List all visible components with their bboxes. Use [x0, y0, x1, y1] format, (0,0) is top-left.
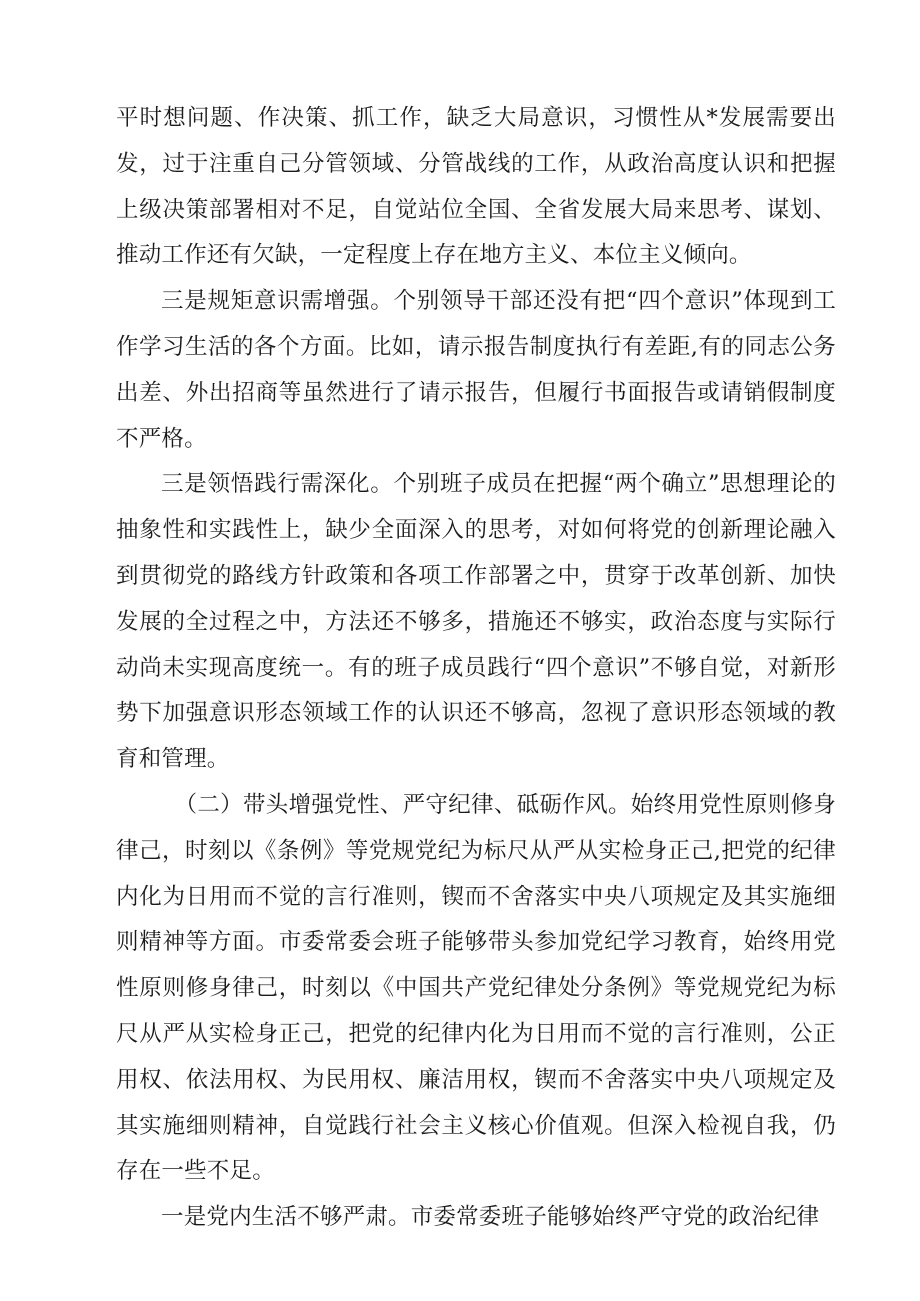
paragraph-understanding-practice: 三是领悟践行需深化。个别班子成员在把握“两个确立”思想理论的抽象性和实践性上，缺少全面深入的思考，对如何将党的创新理论融入到贯彻党的路线方针政策和各项工作部署之中，贯穿于改革创新、加快发展的全过程之中，方法还不够多，措施还不够实，政治态度与实际行动尚未实现高度统一。有的班子成员践行“四个意识”不够自觉，对新形势下加强意识形态领域工作的认识还不够高，忽视了意识形态领域的教育和管理。 [116, 471, 836, 773]
paragraph-continuation: 平时想问题、作决策、抓工作，缺乏大局意识，习惯性从*发展需要出发，过于注重自己分管领域、分管战线的工作，从政治高度认识和把握上级决策部署相对不足，自觉站位全国、全省发展大局来思考、谋划、推动工作还有欠缺，一定程度上存在地方主义、本位主义倾向。 [116, 105, 836, 269]
paragraph-rules-awareness: 三是规矩意识需增强。个别领导干部还没有把“四个意识”体现到工作学习生活的各个方面。比如，请示报告制度执行有差距,有的同志公务出差、外出招商等虽然进行了请示报告，但履行书面报告或请销假制度不严格。 [116, 288, 836, 452]
paragraph-section-two-heading: （二）带头增强党性、严守纪律、砥砺作风。始终用党性原则修身律己，时刻以《条例》等党规党纪为标尺从严从实检身正己,把党的纪律内化为日用而不觉的言行准则，锲而不舍落实中央八项规定及其实施细则精神等方面。市委常委会班子能够带头参加党纪学习教育，始终用党性原则修身律己，时刻以《中国共产党纪律处分条例》等党规党纪为标尺从严从实检身正己，把党的纪律内化为日用而不觉的言行准则，公正用权、依法用权、为民用权、廉洁用权，锲而不舍落实中央八项规定及其实施细则精神，自觉践行社会主义核心价值观。但深入检视自我，仍存在一些不足。 [116, 791, 836, 1185]
paragraph-party-life: 一是党内生活不够严肃。市委常委班子能够始终严守党的政治纪律 [161, 1204, 820, 1231]
document-body [116, 96, 836, 1241]
